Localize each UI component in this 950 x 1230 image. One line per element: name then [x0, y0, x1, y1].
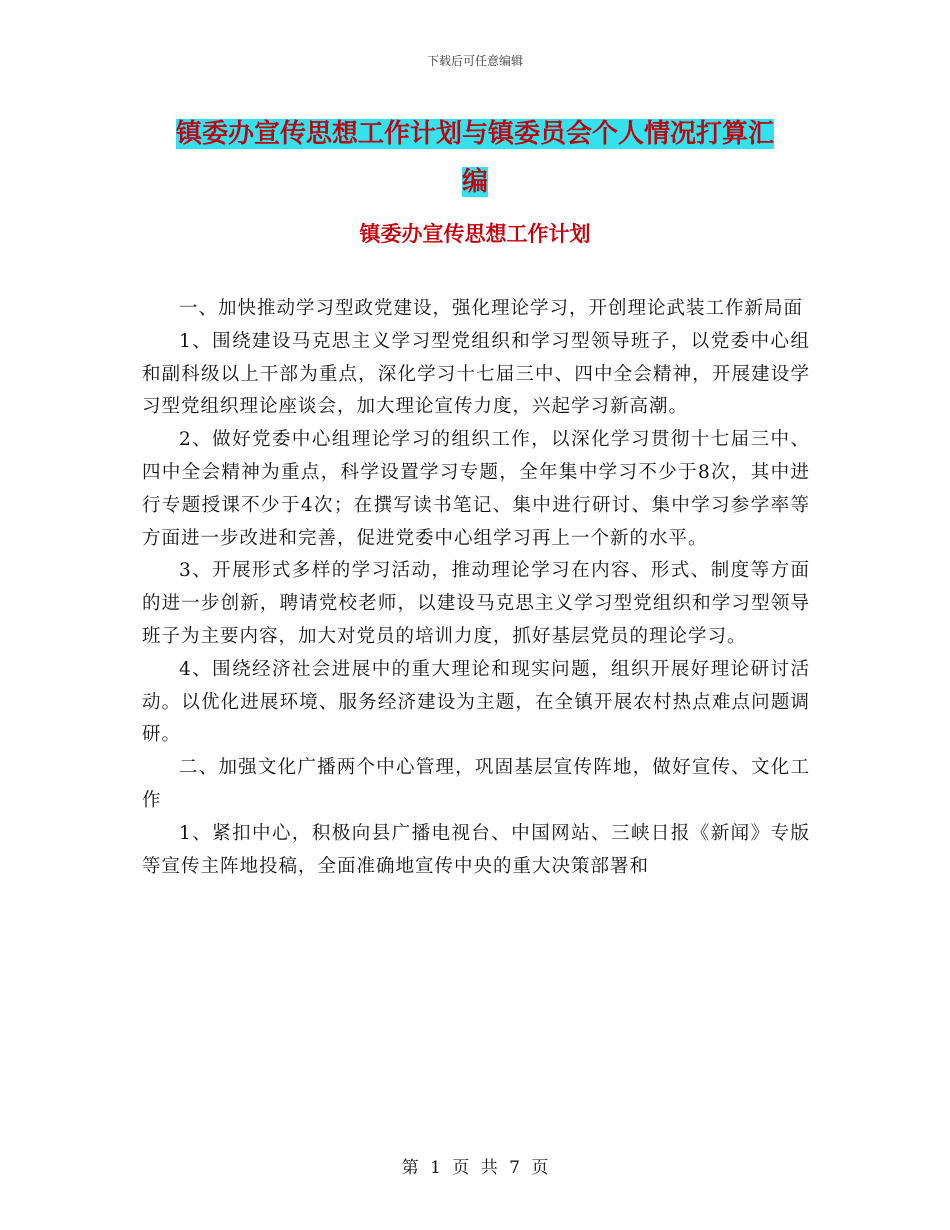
paragraph: 二、加强文化广播两个中心管理，巩固基层宣传阵地，做好宣传、文化工作: [142, 757, 810, 811]
document-title-line-1: 镇委办宣传思想工作计划与镇委员会个人情况打算汇: [175, 119, 774, 149]
page-footer: 第 1 页 共 7 页: [401, 1158, 549, 1178]
paragraph: 一、加快推动学习型政党建设，强化理论学习，开创理论武装工作新局面: [179, 298, 804, 319]
paragraph: 3、开展形式多样的学习活动，推动理论学习在内容、形式、制度等方面的进一步创新，聘请党校老师，以建设马克思主义学习型党组织和学习型领导班子为主要内容，加大对党员的培训力度，抓好基层党员的理论学习。: [142, 560, 810, 647]
paragraph: 1、紧扣中心，积极向县广播电视台、中国网站、三峡日报《新闻》专版等宣传主阵地投稿，全面准确地宣传中央的重大决策部署和: [142, 822, 810, 877]
header-note: 下载后可任意编辑: [426, 54, 523, 68]
paragraph: 1、围绕建设马克思主义学习型党组织和学习型领导班子，以党委中心组和副科级以上干部为重点，深化学习十七届三中、四中全会精神，开展建设学习型党组织理论座谈会，加大理论宣传力度，兴起学习新高潮。: [142, 330, 810, 418]
paragraph: 2、做好党委中心组理论学习的组织工作，以深化学习贯彻十七届三中、四中全会精神为重点，科学设置学习专题，全年集中学习不少于8次，其中进行专题授课不少于4次；在撰写读书笔记、集中进行研讨、集中学习参学率等方面进一步改进和完善，促进党委中心组学习再上一个新的水平。: [142, 429, 810, 549]
section-title: 镇委办宣传思想工作计划: [359, 222, 591, 246]
document-title-line-2: 编: [461, 167, 488, 197]
document-title: [130, 110, 820, 206]
paragraph: 4、围绕经济社会进展中的重大理论和现实问题，组织开展好理论研讨活动。以优化进展环境、服务经济建设为主题，在全镇开展农村热点难点问题调研。: [142, 658, 810, 746]
document-body: [142, 293, 810, 883]
